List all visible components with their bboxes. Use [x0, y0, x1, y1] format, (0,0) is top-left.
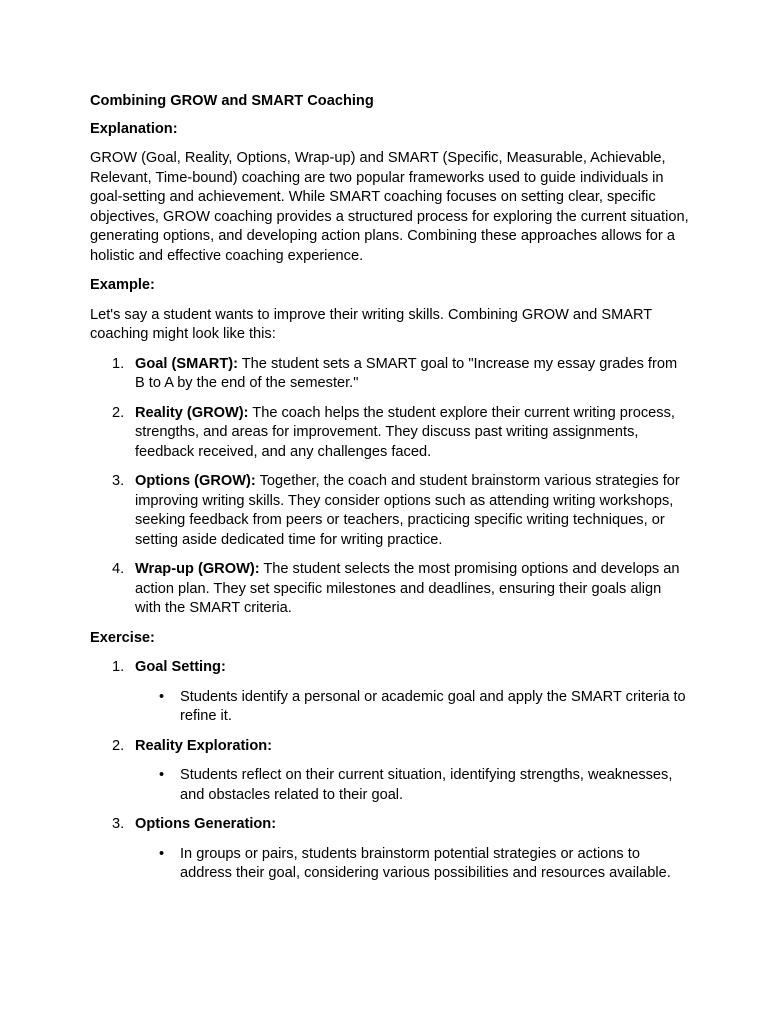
exercise-bullet-list [135, 766, 690, 805]
exercise-list [90, 658, 690, 884]
list-number: 3. [112, 473, 125, 489]
example-step [90, 355, 690, 394]
bullet-item [135, 766, 690, 805]
exercise-bullet-list [135, 688, 690, 727]
list-number: 3. [112, 816, 125, 832]
bullet-icon: • [159, 688, 165, 705]
exercise-bullet-list [135, 845, 690, 884]
explanation-paragraph: GROW (Goal, Reality, Options, Wrap-up) and SMART (Specific, Measurable, Achievable, Relevant, Time-bound) coaching are two popular frameworks used to guide individuals in goal-setting and achievement. While SMART coaching focuses on setting clear, specific objectives, GROW coaching provides a structured process for exploring the current situation, generating options, and developing action plans. Combining these approaches allows for a holistic and effective coaching experience. [90, 150, 689, 264]
bullet-text: In groups or pairs, students brainstorm potential strategies or actions to address their goal, considering various possibilities and resources available. [180, 845, 671, 881]
list-number: 1. [112, 659, 125, 675]
exercise-item-title: Reality Exploration: [135, 737, 273, 754]
list-number: 2. [112, 404, 125, 421]
list-number: 2. [112, 737, 125, 754]
example-steps-list [90, 355, 690, 619]
step-text: The student selects the most promising options and develops an action plan. They set specific milestones and deadlines, ensuring their goals align with the SMART criteria. [135, 561, 680, 616]
document-content [90, 92, 690, 894]
exercise-item-title: Options Generation: [135, 816, 277, 832]
bullet-text: Students identify a personal or academic goal and apply the SMART criteria to refine it. [180, 688, 686, 724]
example-step [90, 472, 690, 550]
bullet-text: Students reflect on their current situation, identifying strengths, weaknesses, and obstacles related to their goal. [180, 767, 673, 803]
exercise-item [90, 815, 690, 884]
list-number: 1. [112, 355, 125, 372]
example-intro-paragraph: Let's say a student wants to improve their writing skills. Combining GROW and SMART coaching might look like this: [90, 306, 652, 342]
exercise-item [90, 658, 690, 727]
bullet-item [135, 845, 690, 884]
step-label: Goal (SMART): [135, 355, 238, 372]
bullet-icon: • [159, 845, 165, 862]
explanation-heading: Explanation: [90, 120, 178, 137]
step-text: The coach helps the student explore their current writing process, strengths, and areas for improvement. They discuss past writing assignments, feedback received, and any challenges faced. [135, 404, 675, 460]
example-step [90, 404, 690, 463]
exercise-item [90, 737, 690, 806]
step-label: Reality (GROW): [135, 404, 249, 421]
step-text: The student sets a SMART goal to "Increase my essay grades from B to A by the end of the semester." [135, 355, 678, 391]
example-step [90, 560, 690, 619]
document-title: Combining GROW and SMART Coaching [90, 93, 374, 109]
example-heading: Example: [90, 277, 155, 293]
exercise-heading: Exercise: [90, 629, 155, 646]
list-number: 4. [112, 561, 125, 577]
bullet-icon: • [159, 767, 165, 783]
step-label: Wrap-up (GROW): [135, 561, 260, 577]
exercise-item-title: Goal Setting: [135, 659, 226, 675]
step-label: Options (GROW): [135, 473, 256, 489]
step-text: Together, the coach and student brainstorm various strategies for improving writing skills. They consider options such as attending writing workshops, seeking feedback from peers or teachers, practicing specific writing techniques, or setting aside dedicated time for writing practice. [135, 473, 680, 548]
bullet-item [135, 688, 690, 727]
